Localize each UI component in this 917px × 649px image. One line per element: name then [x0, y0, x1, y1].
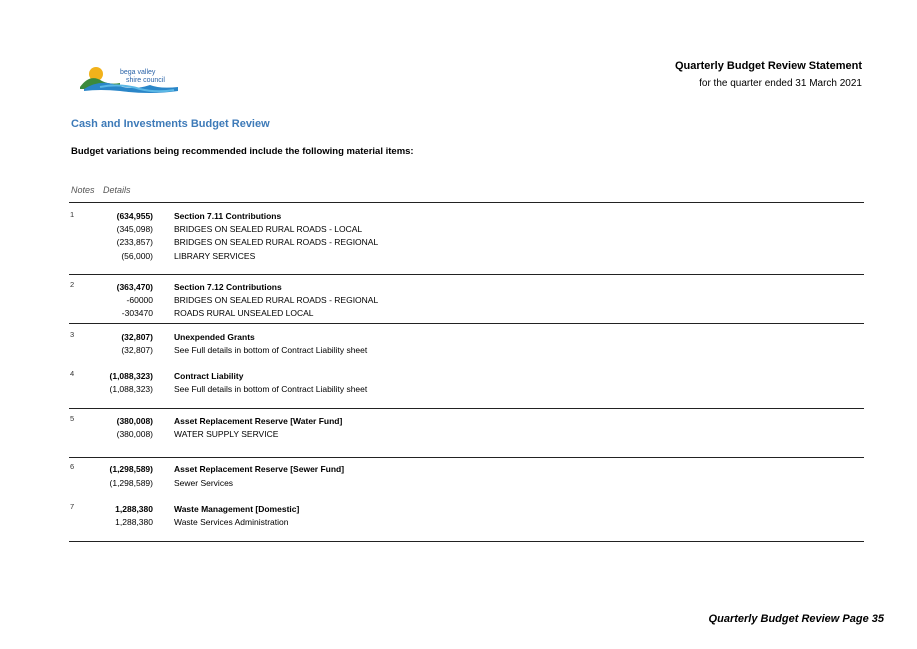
notes-column-header: Notes [71, 185, 95, 195]
note-title: Asset Replacement Reserve [Sewer Fund] [174, 464, 345, 474]
line-description: WATER SUPPLY SERVICE [174, 429, 279, 439]
line-amount: 1,288,380 [115, 517, 153, 527]
note-title: Contract Liability [174, 371, 244, 381]
note-number: 4 [70, 369, 75, 378]
statement-subtitle: for the quarter ended 31 March 2021 [699, 78, 862, 89]
line-description: LIBRARY SERVICES [174, 251, 256, 261]
note-amount: (380,008) [116, 416, 153, 426]
line-amount: -60000 [126, 295, 153, 305]
logo-text [120, 69, 165, 85]
note-number: 2 [70, 280, 75, 289]
section-rule [69, 408, 864, 409]
note-amount: (363,470) [116, 282, 153, 292]
section-rule [69, 274, 864, 275]
section-rule [69, 323, 864, 324]
line-description: Sewer Services [174, 478, 234, 488]
logo-text-line2: shire council [126, 77, 165, 84]
line-amount: (233,857) [116, 237, 153, 247]
note-number: 3 [70, 330, 75, 339]
line-description: See Full details in bottom of Contract Liability sheet [174, 384, 368, 394]
council-logo [80, 63, 180, 97]
note-amount: 1,288,380 [115, 504, 153, 514]
line-amount: (380,008) [116, 429, 153, 439]
line-amount: (345,098) [116, 224, 153, 234]
table-bottom-rule [69, 541, 864, 542]
logo-text-line1: bega valley [120, 69, 156, 76]
note-amount: (1,088,323) [109, 371, 153, 381]
details-column-header: Details [103, 185, 131, 195]
note-amount: (1,298,589) [109, 464, 153, 474]
section-heading: Cash and Investments Budget Review [71, 118, 270, 130]
note-number: 7 [70, 502, 75, 511]
page-footer: Quarterly Budget Review Page 35 [708, 613, 884, 625]
line-amount: (1,298,589) [109, 478, 153, 488]
note-title: Waste Management [Domestic] [174, 504, 300, 514]
note-title: Section 7.11 Contributions [174, 211, 282, 221]
line-description: BRIDGES ON SEALED RURAL ROADS - REGIONAL [174, 237, 379, 247]
line-amount: (32,807) [121, 345, 153, 355]
note-number: 5 [70, 414, 75, 423]
note-number: 6 [70, 462, 75, 471]
note-amount: (634,955) [116, 211, 153, 221]
line-description: BRIDGES ON SEALED RURAL ROADS - REGIONAL [174, 295, 379, 305]
statement-title: Quarterly Budget Review Statement [674, 60, 862, 72]
section-rule [69, 457, 864, 458]
note-title: Asset Replacement Reserve [Water Fund] [174, 416, 343, 426]
line-description: See Full details in bottom of Contract Liability sheet [174, 345, 368, 355]
column-headers [71, 185, 137, 195]
line-description: Waste Services Administration [174, 517, 289, 527]
note-number: 1 [70, 210, 75, 219]
note-title: Section 7.12 Contributions [174, 282, 282, 292]
note-amount: (32,807) [121, 332, 153, 342]
line-description: BRIDGES ON SEALED RURAL ROADS - LOCAL [174, 224, 363, 234]
note-title: Unexpended Grants [174, 332, 255, 342]
line-amount: (56,000) [121, 251, 153, 261]
line-amount: -303470 [121, 308, 153, 318]
variations-intro: Budget variations being recommended include the following material items: [71, 146, 414, 157]
line-description: ROADS RURAL UNSEALED LOCAL [174, 308, 314, 318]
header-rule [69, 202, 864, 203]
line-amount: (1,088,323) [109, 384, 153, 394]
